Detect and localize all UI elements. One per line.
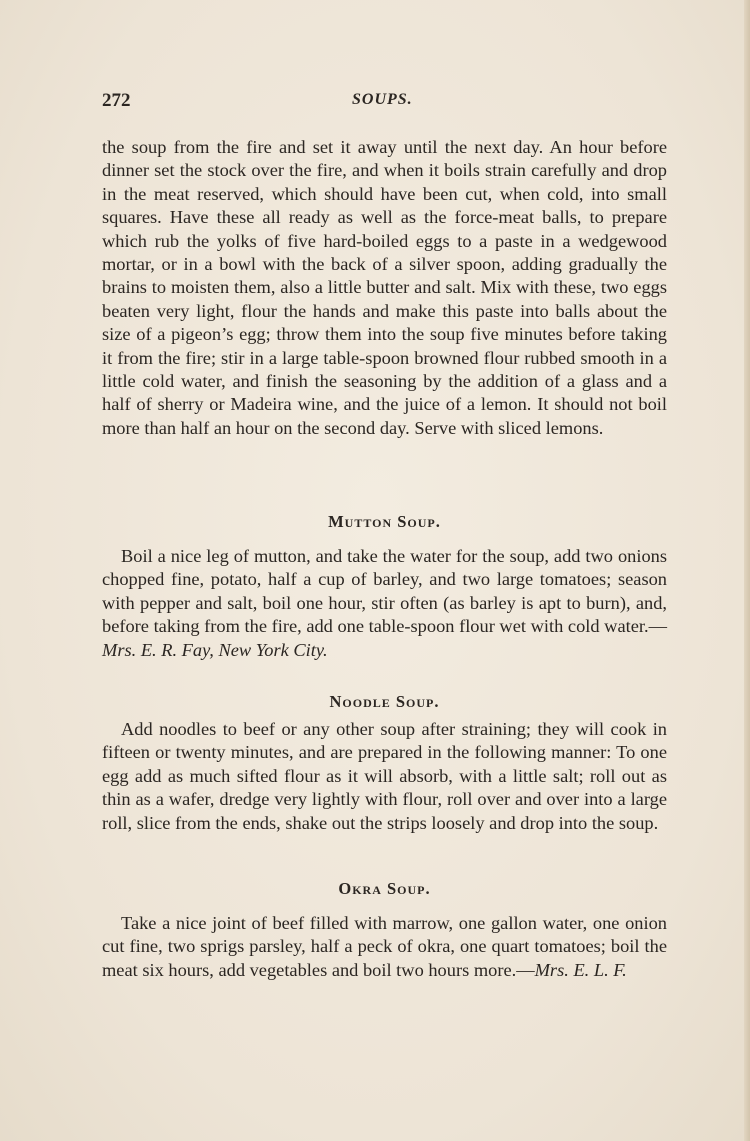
section-title-mutton-soup: Mutton Soup. [328,512,441,531]
recipe-text-mutton-soup [102,545,667,662]
page-header [102,90,667,116]
page-edge [744,0,750,1141]
recipe-attribution: Mrs. E. L. F. [534,959,627,980]
recipe-text-okra-soup [102,912,667,982]
recipe-body: Boil a nice leg of mutton, and take the water for the soup, add two onions chopped fine, potato, half a cup of barley, and two large tomatoes; season with pepper and salt, boil one hour, stir often (as barley is apt to burn), and, before taking from the fire, add one table-spoon flour wet with cold water.— [102,546,667,637]
page-number: 272 [102,90,131,111]
section-title-noodle-soup: Noodle Soup. [329,692,440,711]
running-head: SOUPS. [352,91,413,108]
recipe-text-noodle-soup: Add noodles to beef or any other soup after straining; they will cook in fifteen or twenty minutes, and are prepared in the following manner: To one egg add as much sifted flour as it will absorb, with a little salt; roll out as thin as a wafer, dredge very lightly with flour, roll over and over into a large roll, slice from the ends, shake out the strips loosely and drop into the soup. [102,719,667,833]
recipe-body: Take a nice joint of beef filled with marrow, one gallon water, one onion cut fine, two sprigs parsley, half a peck of okra, one quart tomatoes; boil the meat six hours, add vegetables and boil two hours more.— [102,913,667,980]
continued-recipe-text: the soup from the fire and set it away until the next day. An hour before dinner set the stock over the fire, and when it boils strain carefully and drop in the meat reserved, which should have been cut, when cold, into small squares. Have these all ready as well as the force-meat balls, to prepare which rub the yolks of five hard-boiled eggs to a paste in a wedgewood mortar, or in a bowl with the back of a silver spoon, adding gradually the brains to moisten them, also a little butter and salt. Mix with these, two eggs beaten very light, flour the hands and make this paste into balls about the size of a pigeon’s egg; throw them into the soup five minutes before taking it from the fire; stir in a large table-spoon browned flour rubbed smooth in a little cold water, and finish the seasoning by the addition of a glass and a half of sherry or Madeira wine, and the juice of a lemon. It should not boil more than half an hour on the second day. Serve with sliced lemons. [102,137,667,438]
section-title-okra-soup: Okra Soup. [338,879,431,898]
recipe-attribution: Mrs. E. R. Fay, New York City. [102,639,328,660]
